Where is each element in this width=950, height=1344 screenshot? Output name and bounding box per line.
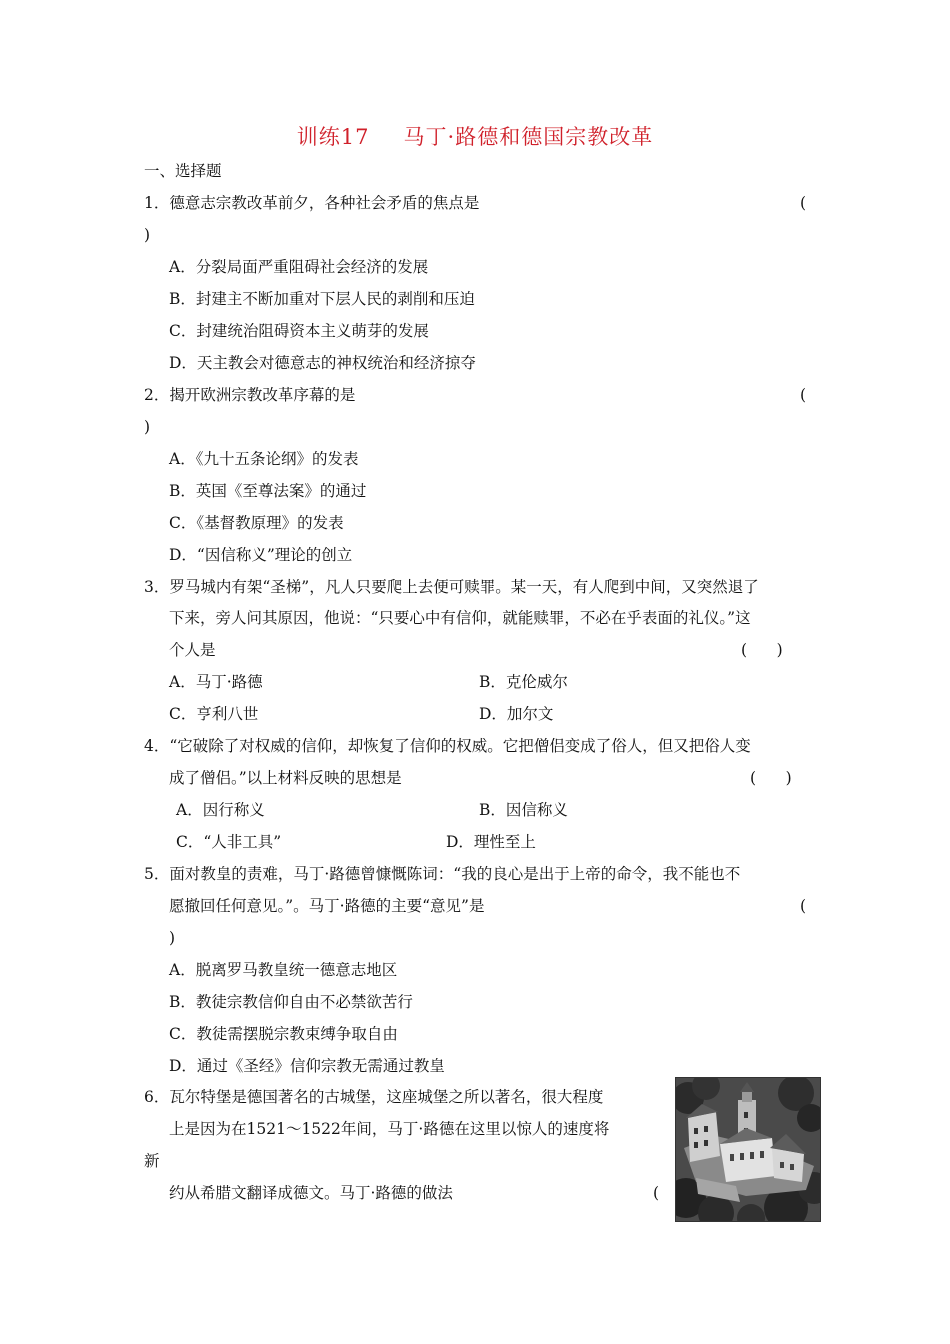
page-title — [0, 121, 950, 151]
q3-line1: 3．罗马城内有架“圣梯”，凡人只要爬上去便可赎罪。某一天，有人爬到中间，又突然退了 — [144, 578, 759, 596]
q2-option-c: C．《基督教原理》的发表 — [169, 514, 344, 532]
q2-stem: 2．揭开欧洲宗教改革序幕的是 — [144, 386, 356, 404]
q3-option-d: D．加尔文 — [479, 705, 554, 723]
q5-line1: 5．面对教皇的责难，马丁·路德曾慷慨陈词：“我的良心是出于上帝的命令，我不能也不 — [144, 865, 741, 883]
q1-option-a: A．分裂局面严重阻碍社会经济的发展 — [169, 258, 429, 276]
q6-line3: 新 — [144, 1152, 160, 1170]
q2-paren-close: ) — [144, 418, 151, 436]
q1-option-b: B．封建主不断加重对下层人民的剥削和压迫 — [169, 290, 475, 308]
section-heading: 一、选择题 — [144, 162, 222, 180]
q4-option-a: A．因行称义 — [176, 801, 265, 819]
q6-line1: 6．瓦尔特堡是德国著名的古城堡，这座城堡之所以著名，很大程度 — [144, 1088, 604, 1106]
q1-option-c: C．封建统治阻碍资本主义萌芽的发展 — [169, 322, 429, 340]
q5-paren-open: ( — [800, 897, 807, 915]
q2-paren-open: ( — [800, 386, 807, 404]
title-main: 马丁·路德和德国宗教改革 — [403, 125, 654, 149]
q2-option-d: D．“因信称义”理论的创立 — [169, 546, 353, 564]
q5-paren-close: ) — [169, 929, 176, 947]
q6-paren-open: ( — [653, 1184, 660, 1202]
q3-option-b: B．克伦威尔 — [479, 673, 568, 691]
q3-line3: 个人是 — [169, 641, 216, 659]
q6-line2: 上是因为在1521～1522年间，马丁·路德在这里以惊人的速度将 — [169, 1120, 610, 1138]
q4-answer-paren: ( ) — [750, 769, 792, 787]
q3-option-c: C．亨利八世 — [169, 705, 259, 723]
q4-line2: 成了僧侣。”以上材料反映的思想是 — [169, 769, 402, 787]
q5-option-a: A．脱离罗马教皇统一德意志地区 — [169, 961, 398, 979]
title-prefix: 训练17 — [296, 125, 370, 149]
q4-option-d: D．理性至上 — [446, 833, 536, 851]
q1-stem: 1．德意志宗教改革前夕，各种社会矛盾的焦点是 — [144, 194, 480, 212]
q1-paren-open: ( — [800, 194, 807, 212]
q4-line1: 4．“它破除了对权威的信仰，却恢复了信仰的权威。它把僧侣变成了俗人，但又把俗人变 — [144, 737, 751, 755]
q3-answer-paren: ( ) — [741, 641, 783, 659]
q5-option-c: C．教徒需摆脱宗教束缚争取自由 — [169, 1025, 398, 1043]
q3-option-a: A．马丁·路德 — [169, 673, 263, 691]
q2-option-a: A．《九十五条论纲》的发表 — [169, 450, 359, 468]
wartburg-castle-photo — [675, 1077, 821, 1222]
castle-illustration — [676, 1078, 820, 1221]
q1-option-d: D．天主教会对德意志的神权统治和经济掠夺 — [169, 354, 476, 372]
q4-option-b: B．因信称义 — [479, 801, 568, 819]
q5-option-d: D．通过《圣经》信仰宗教无需通过教皇 — [169, 1057, 445, 1075]
q1-paren-close: ) — [144, 226, 151, 244]
q6-line4: 约从希腊文翻译成德文。马丁·路德的做法 — [169, 1184, 453, 1202]
q2-option-b: B．英国《至尊法案》的通过 — [169, 482, 367, 500]
q5-line2: 愿撤回任何意见。”。马丁·路德的主要“意见”是 — [169, 897, 485, 915]
q4-option-c: C．“人非工具” — [176, 833, 282, 851]
q3-line2: 下来，旁人问其原因，他说：“只要心中有信仰，就能赎罪，不必在乎表面的礼仪。”这 — [169, 609, 751, 627]
q5-option-b: B．教徒宗教信仰自由不必禁欲苦行 — [169, 993, 413, 1011]
